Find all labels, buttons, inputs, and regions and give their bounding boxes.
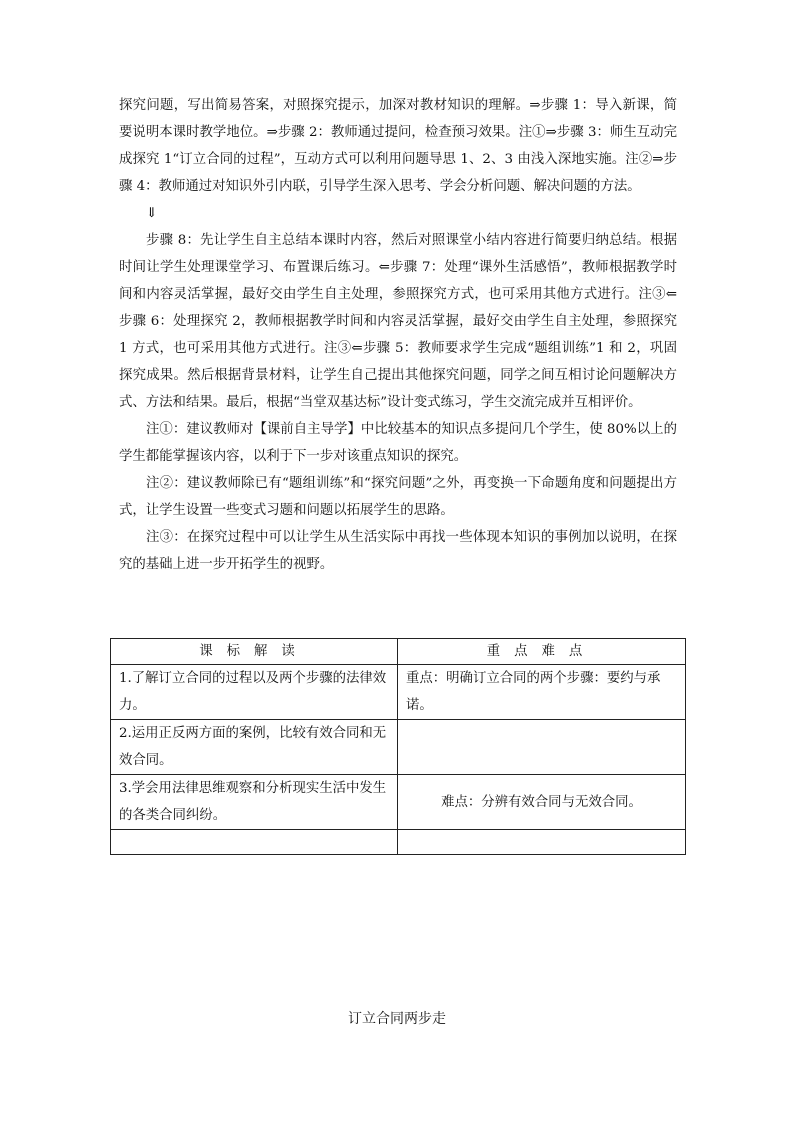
- table-cell-empty: [398, 830, 686, 855]
- procedure-paragraph-1: 探究问题，写出简易答案，对照探究提示，加深对教材知识的理解。⇒步骤 1：导入新课，简要说明本课时教学地位。⇒步骤 2：教师通过提问，检查预习效果。注①⇒步骤 3：师生互动完成探究 1“订立合同的过程”，互动方式可以利用问题导思 1、2、3 由浅入深地实施。注②⇒步骤 4：教师通过对知识外引内联，引导学生深入思考、学会分析问题、解决问题的方法。: [119, 98, 677, 194]
- document-body: [119, 92, 677, 578]
- table-cell-objective: 3.学会用法律思维观察和分析现实生活中发生的各类合同纠纷。: [111, 775, 398, 830]
- table-row: [111, 775, 686, 830]
- table-row: [111, 830, 686, 855]
- down-arrow-icon: ⇓: [146, 206, 158, 221]
- table-cell-empty: [111, 830, 398, 855]
- table-row: [111, 665, 686, 720]
- note-2: 注②：建议教师除已有“题组训练”和“探究问题”之外，再变换一下命题角度和问题提出方式，让学生设置一些变式习题和问题以拓展学生的思路。: [119, 476, 677, 518]
- curriculum-table: [110, 638, 686, 855]
- table-cell-objective: 2.运用正反两方面的案例，比较有效合同和无效合同。: [111, 720, 398, 775]
- table-header-row: [111, 639, 686, 665]
- note-3: 注③：在探究过程中可以让学生从生活实际中再找一些体现本知识的事例加以说明，在探究的基础上进一步开拓学生的视野。: [119, 530, 677, 572]
- table-cell-difficult-point: 难点：分辨有效合同与无效合同。: [398, 775, 686, 830]
- section-title: 订立合同两步走: [348, 1011, 446, 1027]
- table-cell-key-point: [398, 720, 686, 775]
- header-curriculum-interpretation: 课标解读: [111, 639, 398, 665]
- note-1: 注①：建议教师对【课前自主导学】中比较基本的知识点多提问几个学生，使 80%以上的学生都能掌握该内容，以利于下一步对该重点知识的探究。: [119, 422, 677, 464]
- table-cell-key-point: 重点：明确订立合同的两个步骤：要约与承诺。: [398, 665, 686, 720]
- table-cell-objective: 1.了解订立合同的过程以及两个步骤的法律效力。: [111, 665, 398, 720]
- table-row: [111, 720, 686, 775]
- procedure-paragraph-2: 步骤 8：先让学生自主总结本课时内容，然后对照课堂小结内容进行简要归纳总结。根据时间让学生处理课堂学习、布置课后练习。⇐步骤 7：处理“课外生活感悟”，教师根据教学时间和内容灵活掌握，最好交由学生自主处理，参照探究方式，也可采用其他方式进行。注③⇐步骤 6：处理探究 2，教师根据教学时间和内容灵活掌握，最好交由学生自主处理，参照探究 1 方式，也可采用其他方式进行。注③⇐步骤 5：教师要求学生完成“题组训练”1 和 2，巩固探究成果。然后根据背景材料，让学生自己提出其他探究问题，同学之间互相讨论问题解决方式、方法和结果。最后，根据“当堂双基达标”设计变式练习，学生交流完成并互相评价。: [119, 233, 677, 410]
- header-key-difficult-points: 重点难点: [398, 639, 686, 665]
